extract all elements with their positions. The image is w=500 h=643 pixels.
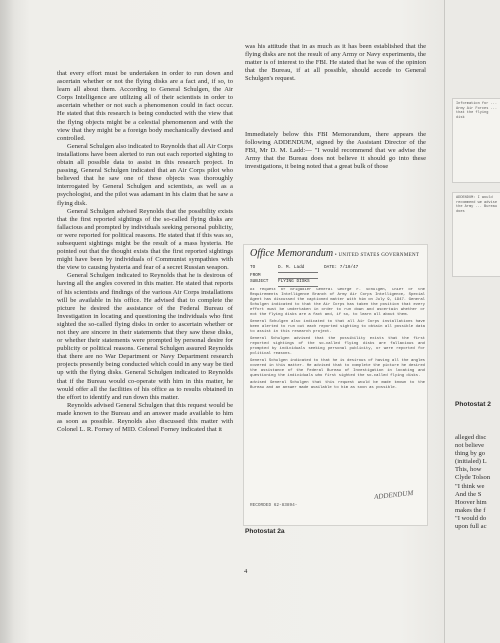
right-text-continuation <box>245 43 426 83</box>
facing-line: upon full ac <box>455 523 487 531</box>
paragraph: General Schulgen indicated to Reynolds that he is desirous of having all the angles covered in this matter. He stated that reports of his scientists and findings of the various Air Corps installations will be available in his office. He advised that to complete the picture he desired the assistance of the Federal Bureau of Investigation in locating and questioning the individuals who first sighted the so-called flying disks in order to ascertain whether or not they are sincere in their statements that they saw these disks, or whether their statements were prompted by personal desire for publicity or political reasons. General Schulgen assured Reynolds that there are no War Department or Navy Department research projects presently being conducted which could in any way be tied up with the flying disks. General Schulgen indicated to Reynolds that if the Bureau would co-operate with him in this matter, he would offer all the facilities of his office as to results obtained in the effort to identify and run down this matter. <box>57 272 233 401</box>
paragraph: General Schulgen also indicated to Reynolds that all Air Corps installations have been alerted to run out each reported sighting to obtain all possible data to assist in this research project. In passing, General Schulgen indicated that an Air Corps pilot who believed that he saw one of these objects was thoroughly interrogated by General Schulgen and scientists, as well as a psychologist, and the pilot was adamant in his claim that he saw a flying disk. <box>57 142 233 207</box>
facing-line: makes the f <box>455 506 486 514</box>
memo-from-label: FROM <box>250 272 261 278</box>
memo-subject-value: FLYING DISKS <box>278 279 318 287</box>
book-gutter-shadow <box>0 0 14 643</box>
memo-handwritten-note: ADDENDUM <box>373 488 414 502</box>
facing-page-photostat-top: Information for ... Army Air Forces ... that the flying disk <box>452 98 500 183</box>
memo-to-value: D. M. Ladd <box>278 265 318 273</box>
memo-paragraph: General Schulgen advised that the possibility exists that the first reported sightings of the so-called flying disks are fallacious and prompted by individuals seeking personal publicity, or were reported for political reasons. <box>250 337 425 356</box>
paragraph: was his attitude that in as much as it has been established that the flying disks are not the result of any Army or Navy experiments, the matter is of interest to the FBI. He stated that he was of the opinion that the Bureau, if at all possible, should accede to General Schulgen's request. <box>245 43 426 83</box>
memo-paragraph: advised General Schulgen that this request would be made known to the Bureau and an answer made available to him as soon as possible. <box>250 381 425 390</box>
memo-fields <box>250 265 425 287</box>
facing-line: (initialed) L <box>455 458 487 466</box>
facing-line: thing by go <box>455 450 486 458</box>
paragraph: General Schulgen advised Reynolds that the possibility exists that the first reported sightings of the so-called flying disks are fallacious and prompted by individuals seeking personal publicity, or were reported for political reasons. He stated that if this was so, subsequent sightings might be the result of a mass hysteria. He pointed out that the thought exists that the first reported sightings might have been by individuals of Communist sympathies with the view to causing hysteria and fear of a secret Russian weapon. <box>57 207 233 272</box>
facing-page-caption: Photostat 2 <box>455 401 491 408</box>
addendum-paragraph <box>245 131 426 171</box>
facing-page-text <box>455 434 500 531</box>
facing-line: And the S <box>455 490 482 498</box>
page-number: 4 <box>244 568 248 575</box>
memo-to-label: TO <box>250 265 256 270</box>
paragraph: Immediately below this FBI Memorandum, there appears the following ADDENDUM, signed by the Assistant Director of the FBI, Mr D. M. Ladd:— "I would recommend that we advise the Army that the Bureau does not believe it should go into these investigations, it being noted that a great bulk of those <box>245 131 426 171</box>
facing-line: not believe <box>455 442 485 450</box>
facing-line: Clyde Tolson <box>455 474 491 482</box>
facing-line: "I would do <box>455 514 487 522</box>
facing-line: "I think we <box>455 482 485 490</box>
memo-date: DATE: 7/10/47 <box>324 265 359 270</box>
paragraph: Reynolds advised General Schulgen that this request would be made known to the Bureau and an answer made available to him as soon as possible. Reynolds also discussed this matter with Colonel L. R. Forney of MID. Colonel Forney indicated that it <box>57 401 233 434</box>
facing-line: alleged disc <box>455 434 487 441</box>
facing-page-photostat-bottom: ADDENDUM: I would recommend we advise the Army ... Bureau does <box>452 192 500 277</box>
paragraph: that every effort must be undertaken in order to run down and ascertain whether or not the flying disks are a fact and, if so, to learn all about them. According to General Schulgen, the Air Corps Intelligence are utilizing all of their scientists in order to ascertain whether or not such a phenomenon could in fact occur. He stated that this research is being conducted with the view that the flying objects might be a celestial phenomenon and with the view that they might be a foreign body mechanically devised and controlled. <box>57 70 233 142</box>
memo-recorded-stamp: RECORDED 62-83894- <box>250 503 298 508</box>
facing-page-edge <box>444 0 500 643</box>
memo-subject-label: SUBJECT <box>250 279 269 284</box>
memo-office-title: Office Memorandum <box>250 248 334 259</box>
memo-paragraph: At request of Brigadier General George F. Schulgen, Chief of the Requirements Intelligence Branch of Army Air Corps Intelligence, Special Agent has discussed the captioned matter with him on July 9, 1947. General Schulgen indicated to that the Air Corps has taken the position that every effort must be undertaken in order to run down and ascertain whether or not the flying disks are a fact and, if so, to learn all about them. <box>250 288 425 317</box>
facing-line: Hoover him <box>455 498 487 506</box>
memo-header <box>250 249 425 260</box>
photostat-caption: Photostat 2a <box>245 528 285 535</box>
memo-paragraph: General Schulgen also indicated to that all Air Corps installations have been alerted to run out each reported sighting to obtain all possible data to assist in this research project. <box>250 320 425 334</box>
fbi-memorandum-photostat <box>243 244 428 526</box>
memo-government-label: • UNITED STATES GOVERNMENT <box>334 253 420 258</box>
left-text-column <box>57 70 233 570</box>
memo-body <box>250 288 425 488</box>
memo-paragraph: General Schulgen indicated to that he is desirous of having all the angles covered in this matter. He advised that to complete the picture he desired the assistance of the Federal Bureau of Investigation in locating and questioning the individuals who first sighted the so-called flying disks. <box>250 359 425 378</box>
facing-line: This, how <box>455 466 482 474</box>
